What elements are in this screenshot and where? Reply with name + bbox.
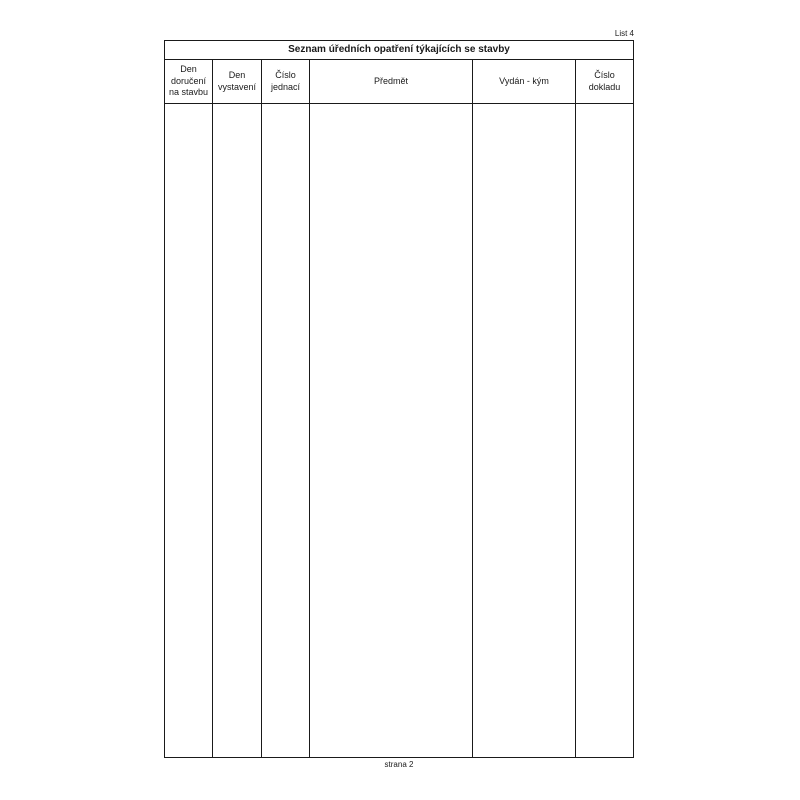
column-reference-number xyxy=(262,60,310,757)
column-body-document-number[interactable] xyxy=(576,104,633,757)
column-issue-date xyxy=(213,60,262,757)
column-header-reference-number: Číslo jednací xyxy=(262,60,309,104)
column-body-reference-number[interactable] xyxy=(262,104,309,757)
column-header-issued-by: Vydán - kým xyxy=(473,60,575,104)
column-header-document-number: Číslo dokladu xyxy=(576,60,633,104)
sheet-label: List 4 xyxy=(614,29,634,38)
column-subject xyxy=(310,60,473,757)
column-header-subject: Předmět xyxy=(310,60,472,104)
register-table xyxy=(164,40,634,758)
column-body-issue-date[interactable] xyxy=(213,104,261,757)
column-issued-by xyxy=(473,60,576,757)
column-document-number xyxy=(576,60,633,757)
table-title: Seznam úředních opatření týkajících se stavby xyxy=(165,41,633,60)
column-body-delivery-date[interactable] xyxy=(165,104,212,757)
column-body-subject[interactable] xyxy=(310,104,472,757)
column-header-issue-date: Den vystavení xyxy=(213,60,261,104)
column-body-issued-by[interactable] xyxy=(473,104,575,757)
page-number: strana 2 xyxy=(384,760,414,769)
column-header-delivery-date: Den doručení na stavbu xyxy=(165,60,212,104)
column-delivery-date xyxy=(165,60,213,757)
